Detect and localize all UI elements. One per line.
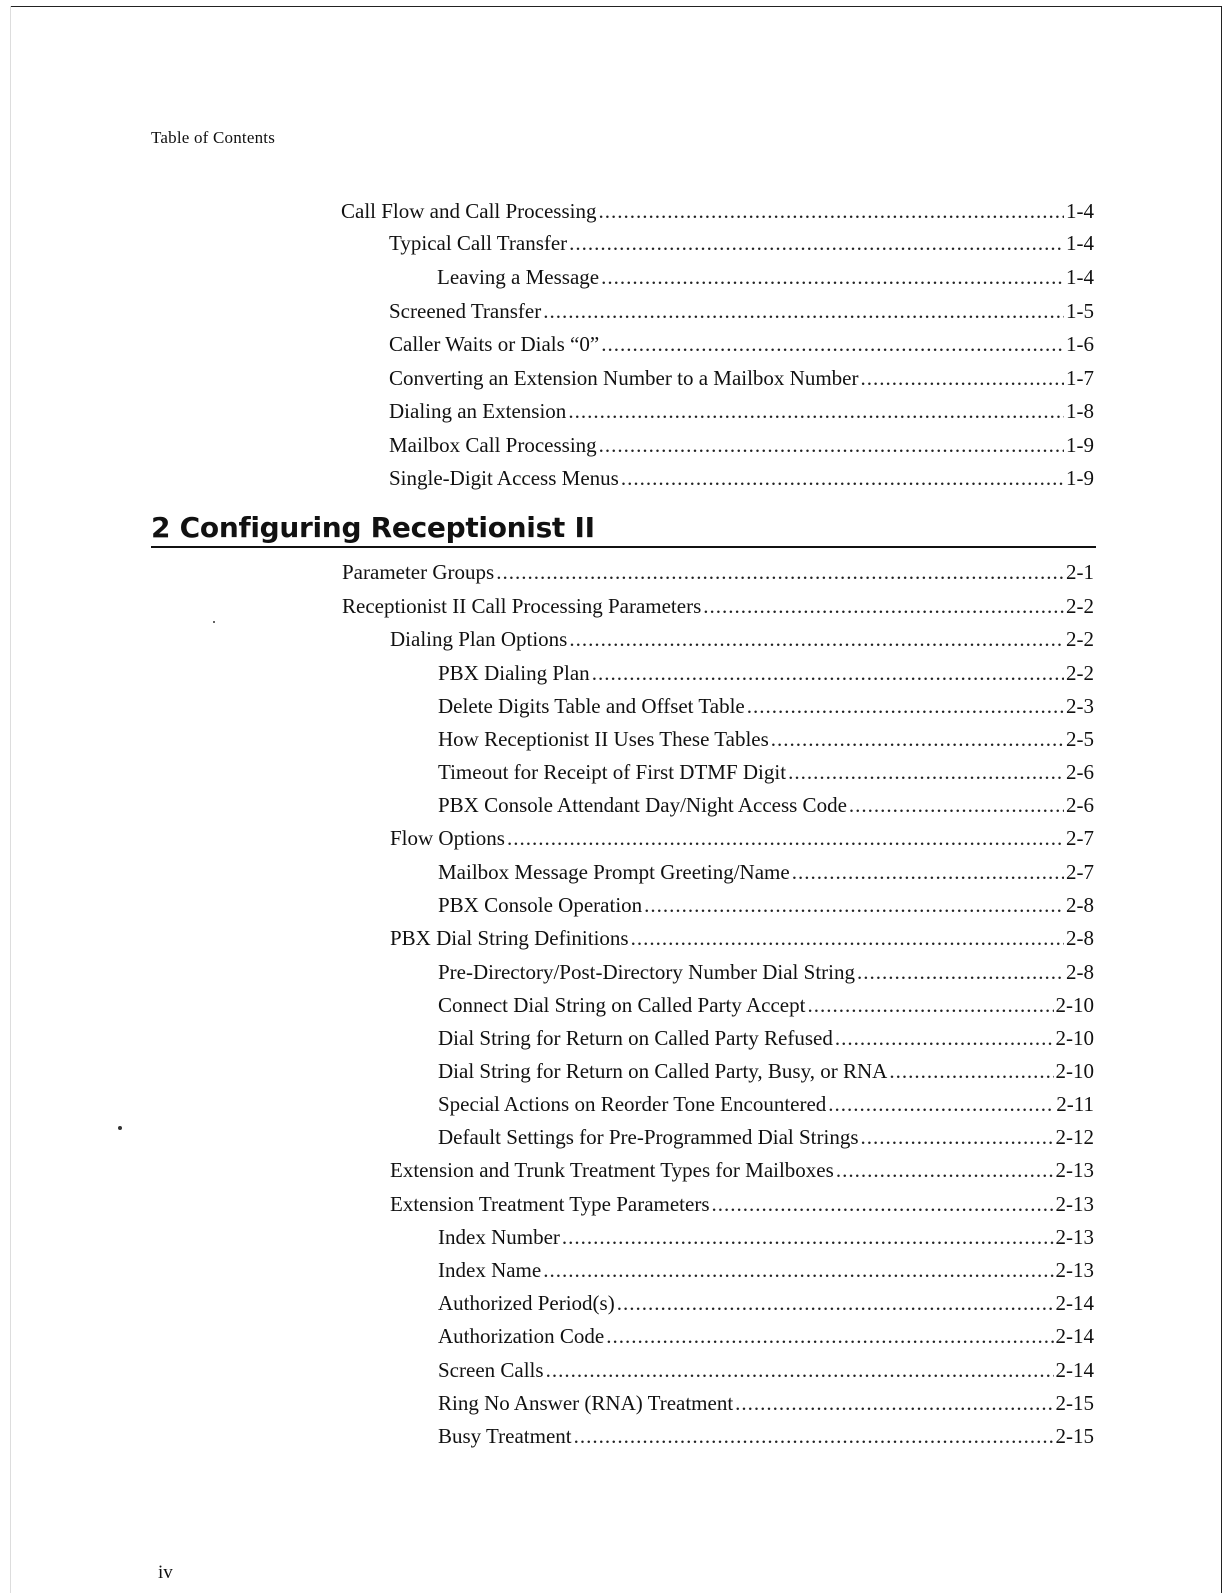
toc-entry-page-number: 2-14 <box>1055 1324 1094 1348</box>
dot-leader <box>807 990 1053 1020</box>
toc-entry-title: Call Flow and Call Processing <box>341 199 597 223</box>
toc-entry-title: Authorization Code <box>438 1324 605 1348</box>
toc-entry-page-number: 2-5 <box>1066 727 1094 751</box>
toc-entry[interactable] <box>438 857 1094 887</box>
dot-leader <box>644 890 1064 920</box>
toc-entry-page-number: 2-3 <box>1066 694 1094 718</box>
toc-entry-title: Authorized Period(s) <box>438 1291 615 1315</box>
dot-leader <box>788 757 1064 787</box>
toc-entry[interactable] <box>389 463 1094 493</box>
toc-entry[interactable] <box>438 1255 1094 1285</box>
toc-entry-page-number: 1-7 <box>1066 366 1094 390</box>
toc-entry[interactable] <box>438 1089 1094 1119</box>
toc-entry-page-number: 2-8 <box>1066 960 1094 984</box>
toc-entry-title: PBX Console Attendant Day/Night Access Code <box>438 793 847 817</box>
toc-entry-page-number: 2-2 <box>1066 661 1094 685</box>
toc-entry[interactable] <box>389 296 1094 326</box>
toc-entry[interactable] <box>438 1321 1094 1351</box>
toc-entry[interactable] <box>438 990 1094 1020</box>
toc-entry-title: Default Settings for Pre-Programmed Dial Strings <box>438 1125 859 1149</box>
toc-entry-page-number: 2-12 <box>1055 1125 1094 1149</box>
toc-entry-page-number: 2-13 <box>1055 1158 1094 1182</box>
toc-entry[interactable] <box>341 196 1094 226</box>
toc-entry-title: Flow Options <box>390 826 505 850</box>
toc-entry-title: Dialing Plan Options <box>390 627 568 651</box>
toc-entry-page-number: 1-8 <box>1066 399 1094 423</box>
dot-leader <box>861 363 1065 393</box>
toc-entry-title: Screen Calls <box>438 1358 544 1382</box>
toc-entry-title: Busy Treatment <box>438 1424 572 1448</box>
dot-leader <box>735 1388 1053 1418</box>
toc-entry[interactable] <box>389 430 1094 460</box>
dot-leader <box>861 1122 1054 1152</box>
toc-entry[interactable] <box>438 1388 1094 1418</box>
toc-entry[interactable] <box>438 890 1094 920</box>
toc-entry-page-number: 1-4 <box>1066 265 1094 289</box>
toc-entry-title: PBX Dialing Plan <box>438 661 590 685</box>
toc-entry-title: Dial String for Return on Called Party Refused <box>438 1026 833 1050</box>
toc-entry[interactable] <box>438 658 1094 688</box>
toc-entry-title: Delete Digits Table and Offset Table <box>438 694 745 718</box>
toc-entry-page-number: 2-13 <box>1055 1258 1094 1282</box>
toc-entry-page-number: 2-10 <box>1055 1026 1094 1050</box>
dot-leader <box>703 591 1064 621</box>
dot-leader <box>507 823 1064 853</box>
toc-entry-page-number: 2-13 <box>1055 1192 1094 1216</box>
dot-leader <box>562 1222 1054 1252</box>
toc-entry[interactable] <box>438 1288 1094 1318</box>
toc-entry[interactable] <box>389 363 1094 393</box>
toc-entry[interactable] <box>389 329 1094 359</box>
toc-entry-title: Mailbox Message Prompt Greeting/Name <box>438 860 790 884</box>
toc-entry-page-number: 1-9 <box>1066 433 1094 457</box>
toc-entry-title: Leaving a Message <box>437 265 600 289</box>
toc-entry-page-number: 1-9 <box>1066 466 1094 490</box>
toc-entry-page-number: 2-2 <box>1066 594 1094 618</box>
toc-entry-page-number: 2-15 <box>1055 1391 1094 1415</box>
dot-leader <box>857 957 1064 987</box>
toc-entry-title: Extension and Trunk Treatment Types for Mailboxes <box>390 1158 834 1182</box>
dot-leader <box>496 557 1064 587</box>
dot-leader <box>601 262 1064 292</box>
toc-entry[interactable] <box>390 923 1094 953</box>
dot-leader <box>849 790 1064 820</box>
dot-leader <box>712 1189 1054 1219</box>
toc-entry-title: Single-Digit Access Menus <box>389 466 619 490</box>
dot-leader <box>792 857 1064 887</box>
toc-entry-page-number: 2-7 <box>1066 826 1094 850</box>
toc-entry[interactable] <box>438 757 1094 787</box>
toc-entry-title: Dialing an Extension <box>389 399 567 423</box>
toc-entry-title: Caller Waits or Dials “0” <box>389 332 600 356</box>
dot-leader <box>569 228 1064 258</box>
toc-entry-title: Pre-Directory/Post-Directory Number Dial String <box>438 960 855 984</box>
toc-entry-page-number: 2-6 <box>1066 793 1094 817</box>
toc-entry-title: Connect Dial String on Called Party Accept <box>438 993 806 1017</box>
toc-entry[interactable] <box>438 1122 1094 1152</box>
dot-leader <box>574 1421 1054 1451</box>
dot-leader <box>601 329 1064 359</box>
toc-entry-title: Index Name <box>438 1258 542 1282</box>
toc-entry-title: Timeout for Receipt of First DTMF Digit <box>438 760 787 784</box>
dot-leader <box>568 396 1064 426</box>
toc-entry-title: Parameter Groups <box>342 560 495 584</box>
toc-entry-title: Special Actions on Reorder Tone Encountered <box>438 1092 827 1116</box>
dot-leader <box>617 1288 1054 1318</box>
toc-entry[interactable] <box>390 1155 1094 1185</box>
page-header: Table of Contents <box>151 128 276 147</box>
toc-entry-page-number: 2-8 <box>1066 926 1094 950</box>
toc-entry[interactable] <box>438 1421 1094 1451</box>
toc-entry-page-number: 2-10 <box>1055 993 1094 1017</box>
toc-entry-page-number: 1-6 <box>1066 332 1094 356</box>
toc-entry[interactable] <box>438 1056 1094 1086</box>
scan-speck <box>118 1126 122 1130</box>
toc-entry-page-number: 1-4 <box>1066 199 1094 223</box>
toc-entry-title: Typical Call Transfer <box>389 231 568 255</box>
toc-entry-page-number: 2-2 <box>1066 627 1094 651</box>
toc-entry-title: Dial String for Return on Called Party, Busy, or RNA <box>438 1059 888 1083</box>
toc-entry-title: Converting an Extension Number to a Mailbox Number <box>389 366 859 390</box>
toc-entry[interactable] <box>342 591 1094 621</box>
dot-leader <box>599 430 1064 460</box>
dot-leader <box>828 1089 1054 1119</box>
toc-entry-title: Receptionist II Call Processing Parameters <box>342 594 702 618</box>
dot-leader <box>889 1056 1053 1086</box>
dot-leader <box>836 1155 1054 1185</box>
dot-leader <box>621 463 1064 493</box>
toc-entry-page-number: 2-15 <box>1055 1424 1094 1448</box>
dot-leader <box>546 1355 1054 1385</box>
toc-entry[interactable] <box>438 790 1094 820</box>
toc-entry[interactable] <box>437 262 1094 292</box>
toc-entry[interactable] <box>438 691 1094 721</box>
dot-leader <box>771 724 1064 754</box>
toc-entry-page-number: 2-14 <box>1055 1358 1094 1382</box>
toc-entry[interactable] <box>389 228 1094 258</box>
toc-entry[interactable] <box>438 1355 1094 1385</box>
dot-leader <box>592 658 1064 688</box>
toc-entry-title: Mailbox Call Processing <box>389 433 597 457</box>
toc-entry[interactable] <box>390 823 1094 853</box>
toc-entry[interactable] <box>438 957 1094 987</box>
toc-entry-page-number: 2-8 <box>1066 893 1094 917</box>
scan-speck <box>213 621 215 623</box>
dot-leader <box>543 296 1064 326</box>
toc-entry-title: PBX Dial String Definitions <box>390 926 629 950</box>
dot-leader <box>606 1321 1053 1351</box>
toc-entry-page-number: 2-10 <box>1055 1059 1094 1083</box>
dot-leader <box>747 691 1064 721</box>
toc-entry-page-number: 2-6 <box>1066 760 1094 784</box>
toc-entry-page-number: 1-5 <box>1066 299 1094 323</box>
toc-entry-page-number: 2-7 <box>1066 860 1094 884</box>
chapter-heading: 2 Configuring Receptionist II <box>151 510 1096 548</box>
toc-entry-title: PBX Console Operation <box>438 893 643 917</box>
toc-entry[interactable] <box>390 1189 1094 1219</box>
toc-entry[interactable] <box>438 724 1094 754</box>
dot-leader <box>569 624 1064 654</box>
dot-leader <box>835 1023 1054 1053</box>
toc-entry-title: Extension Treatment Type Parameters <box>390 1192 710 1216</box>
dot-leader <box>543 1255 1053 1285</box>
toc-entry-page-number: 1-4 <box>1066 231 1094 255</box>
toc-entry-page-number: 2-11 <box>1056 1092 1094 1116</box>
dot-leader <box>631 923 1064 953</box>
toc-entry-page-number: 2-13 <box>1055 1225 1094 1249</box>
dot-leader <box>599 196 1065 226</box>
toc-entry[interactable] <box>389 396 1094 426</box>
toc-entry-title: Index Number <box>438 1225 560 1249</box>
toc-entry[interactable] <box>342 557 1094 587</box>
toc-entry-page-number: 2-1 <box>1066 560 1094 584</box>
toc-entry-title: How Receptionist II Uses These Tables <box>438 727 769 751</box>
toc-entry-page-number: 2-14 <box>1055 1291 1094 1315</box>
toc-entry[interactable] <box>390 624 1094 654</box>
toc-entry[interactable] <box>438 1222 1094 1252</box>
toc-entry-title: Screened Transfer <box>389 299 542 323</box>
page-number: iv <box>158 1562 173 1583</box>
toc-entry-title: Ring No Answer (RNA) Treatment <box>438 1391 734 1415</box>
toc-entry[interactable] <box>438 1023 1094 1053</box>
